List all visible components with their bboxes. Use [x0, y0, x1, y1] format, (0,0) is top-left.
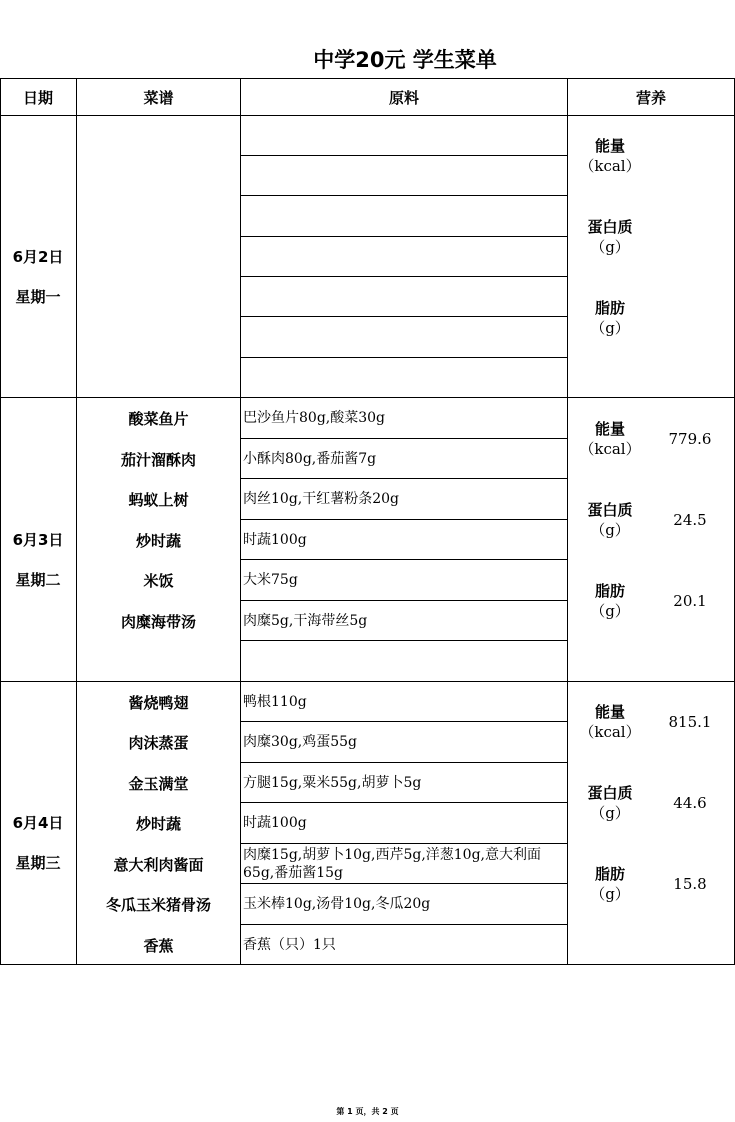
header-menu: 菜谱 [143, 88, 174, 107]
dish-name: 香蕉 [143, 936, 174, 955]
energy-label: 能量 （kcal） [579, 420, 641, 458]
table-rule [241, 236, 568, 237]
table-rule [240, 78, 241, 965]
fat-label: 脂肪 （g） [590, 582, 630, 620]
dish-name: 茄汁溜酥肉 [120, 450, 196, 469]
ingredient-text: 玉米棒10g,汤骨10g,冬瓜20g [243, 896, 431, 912]
dish-name: 米饭 [143, 571, 174, 590]
table-rule [241, 357, 568, 358]
ingredient-text: 香蕉（只）1只 [243, 937, 336, 953]
dish-name: 肉糜海带汤 [120, 612, 196, 631]
protein-label: 蛋白质 （g） [587, 784, 633, 822]
day-date: 6月3日 [12, 531, 64, 549]
energy-label: 能量 （kcal） [579, 703, 641, 741]
dish-name: 炒时蔬 [135, 814, 181, 833]
header-date: 日期 [22, 88, 53, 107]
fat-label: 脂肪 （g） [590, 865, 630, 903]
ingredient-text: 肉丝10g,干红薯粉条20g [243, 491, 400, 507]
fat-value: 20.1 [673, 592, 707, 610]
ingredient-text: 小酥肉80g,番茄酱7g [243, 451, 377, 467]
fat-value: 15.8 [673, 875, 707, 893]
fat-label: 脂肪 （g） [590, 299, 630, 337]
header-nutrition: 营养 [635, 88, 666, 107]
table-rule [0, 115, 735, 116]
protein-label: 蛋白质 （g） [587, 218, 633, 256]
day-date-cell [0, 803, 76, 883]
table-rule [241, 155, 568, 156]
dish-name: 蚂蚁上树 [128, 490, 189, 509]
dish-name: 意大利肉酱面 [113, 855, 204, 874]
protein-label: 蛋白质 （g） [587, 501, 633, 539]
ingredient-text: 方腿15g,粟米55g,胡萝卜5g [243, 775, 422, 791]
day-date: 6月4日 [12, 814, 64, 832]
ingredient-text: 巴沙鱼片80g,酸菜30g [243, 410, 386, 426]
dish-name: 金玉满堂 [128, 774, 189, 793]
day-weekday: 星期二 [15, 571, 61, 589]
ingredient-text: 大米75g [243, 572, 298, 588]
table-rule [241, 276, 568, 277]
energy-value: 779.6 [668, 430, 712, 448]
energy-label: 能量 （kcal） [579, 137, 641, 175]
ingredient-text: 鸭根110g [243, 694, 307, 710]
header-ingredients: 原料 [388, 88, 419, 107]
dish-name: 酸菜鱼片 [128, 409, 189, 428]
dish-name: 酱烧鸭翅 [128, 693, 189, 712]
ingredient-text: 肉糜15g,胡萝卜10g,西芹5g,洋葱10g,意大利面65g,番茄酱15g [243, 847, 541, 881]
protein-value: 24.5 [673, 511, 707, 529]
dish-name: 肉沫蒸蛋 [128, 733, 189, 752]
ingredient-text: 肉糜30g,鸡蛋55g [243, 734, 358, 750]
table-rule [241, 316, 568, 317]
table-rule [241, 195, 568, 196]
protein-value: 44.6 [673, 794, 707, 812]
day-date-cell [0, 237, 76, 317]
ingredient-text: 时蔬100g [243, 815, 307, 831]
day-date-cell [0, 520, 76, 600]
page-title: 中学20元 学生菜单 [313, 48, 497, 72]
dish-name: 炒时蔬 [135, 531, 181, 550]
energy-value: 815.1 [668, 713, 712, 731]
ingredient-text: 肉糜5g,干海带丝5g [243, 613, 368, 629]
day-weekday: 星期三 [15, 854, 61, 872]
day-date: 6月2日 [12, 248, 64, 266]
page-number: 第 1 页，共 2 页 [336, 1107, 399, 1116]
ingredient-text: 时蔬100g [243, 532, 307, 548]
table-rule [567, 78, 568, 965]
dish-name: 冬瓜玉米猪骨汤 [105, 895, 211, 914]
day-weekday: 星期一 [15, 288, 61, 306]
